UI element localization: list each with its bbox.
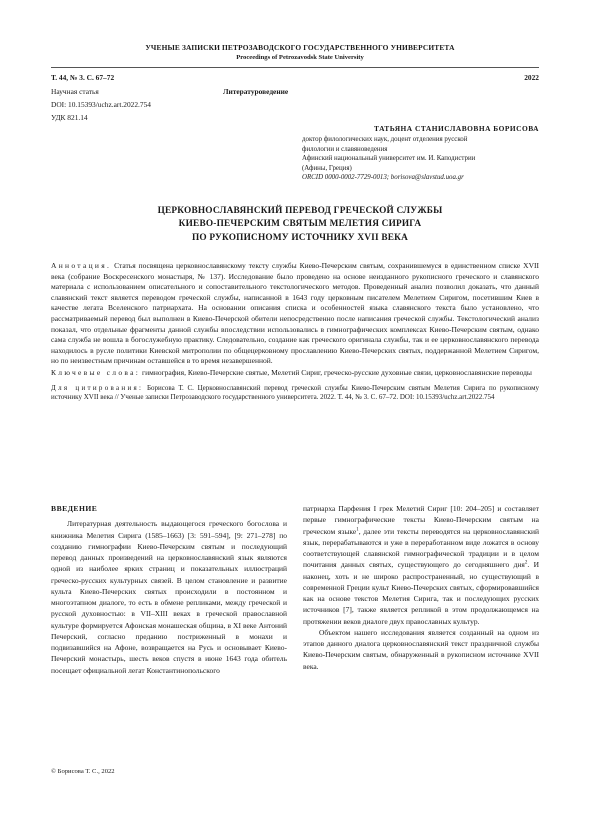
author-affiliation-2: филологии и славяноведения xyxy=(302,145,388,153)
body-paragraph: Литературная деятельность выдающегося греческого богослова и книжника Мелетия Сирига (1585–1663) [3: 591–594], [9: 271–278] по созданию гимнографии Киево-Печерским святым и последующий перевод данных произведений на церковнославянский язык являются одной из наиболее ярких страниц и показательных иллюстраций греческо-русских культурных связей. В целом становление и развитие культа Киево-Печерских святых происходили в постоянном и многоэтапном диалоге, то есть в обмене репликами, между греческой и русской духовностью: в VII–XIII веках в греческой православной культуре формируется Афонская монашеская община, в XI веке Антоний Печерский, согласно преданию постриженный в монахи и подвизавшийся на Афоне, возвращается на Русь и основывает Киево-Печерский монастырь, шесть веков спустя в июне 1643 года обитель посещает официальной легат Константинопольского xyxy=(51,519,287,675)
author-orcid-email[interactable]: ORCID 0000-0002-7729-0013; borisova@slavstud.uoa.gr xyxy=(302,174,464,182)
body-paragraph: Объектом нашего исследования является созданный на одном из этапов данного диалога церковнославянский текст праздничной службы Киево-Печерским святым, обнаруженный в рукописном источнике XVII века. xyxy=(303,627,539,671)
copyright: © Борисова Т. С., 2022 xyxy=(51,768,115,775)
keywords-text: гимнография, Киево-Печерские святые, Мелетий Сириг, греческо-русские духовные связи, церковнославянские переводы xyxy=(142,367,532,377)
publication-year: 2022 xyxy=(524,73,539,82)
abstract-text: Статья посвящена церковнославянскому тексту службы Киево-Печерским святым, сохранившемуся в единственном списке XVII века (собрание Воскресенского монастыря, № 137). Исследование было проведено на основе неизданного рукописного греческого и славянского материала с использованием описательного и сопоставительного текстологического методов. Проведенный анализ позволил доказать, что данный славянский текст является переводом греческой службы, написанной в 1643 году церковным писателем Мелетием Сиригом, посетившим Киев в качестве легата Вселенского патриархата. На основании описания списка и особенностей языка славянского текста было установлено, что рассматриваемый перевод был выполнен в Киево-Печерской обители непосредственно после написания греческой службы. Текстологический анализ показал, что отдельные фрагменты данной службы впоследствии использовались в гимнографических комплексах Киево-Печерским святым, однако сама служба не вошла в богослужебную практику. Следовательно, создание как греческого оригинала службы, так и ее церковнославянского перевода находилось в русле политики Киевской митрополии по общецерковному прославлению Киево-Печерских святых, поддержанной Мелетием Сиригом, но по неизвестным причинам оставшейся в то время незавершенной. xyxy=(51,261,540,366)
citation-label: Для цитирования: xyxy=(51,384,144,393)
author-block xyxy=(299,124,539,182)
title-line-2: КИЕВО-ПЕЧЕРСКИМ СВЯТЫМ МЕЛЕТИЯ СИРИГА xyxy=(178,219,422,230)
citation-text: Борисова Т. С. Церковнославянский перевод греческой службы Киево-Печерским святым Мелетия Сирига по рукописному источнику XVII века // Ученые записки Петрозаводского государственного университета. 2022. Т. 44, № 3. С. 67–72. DOI: 10.15393/uchz.art.2022.754 xyxy=(51,384,540,401)
footnote-ref-2[interactable]: 2 xyxy=(524,560,528,566)
body-paragraph-continued xyxy=(303,503,539,627)
title-line-1: ЦЕРКОВНОСЛАВЯНСКИЙ ПЕРЕВОД ГРЕЧЕСКОЙ СЛУЖБЫ xyxy=(157,206,443,216)
doi[interactable]: DOI: 10.15393/uchz.art.2022.754 xyxy=(51,100,151,109)
keywords-label: Ключевые слова: xyxy=(51,367,141,377)
abstract-label: Аннотация. xyxy=(51,261,112,270)
text-span: , далее эти тексты переводятся на церковнославянский язык, перерабатываются и уже в переработанном виде ложатся в основу соответствующей славянской гимнографической традиции и в целом почитания данных святых, существующего до сегодняшнего дня xyxy=(303,526,539,570)
citation xyxy=(51,384,539,402)
title-line-3: ПО РУКОПИСНОМУ ИСТОЧНИКУ XVII ВЕКА xyxy=(191,232,409,243)
udk-code: УДК 821.14 xyxy=(51,113,88,122)
footnote-ref-1[interactable]: 1 xyxy=(356,527,359,532)
text-span: патриарха Парфения I грек Мелетий Сириг [10: 204–205] и составляет первые гимнографические тексты Киево-Печерским святым на греческом языке xyxy=(303,504,539,536)
journal-section: Литературоведение xyxy=(223,87,289,96)
abstract xyxy=(51,261,539,367)
abstract-block xyxy=(51,261,539,402)
journal-title: УЧЕНЫЕ ЗАПИСКИ ПЕТРОЗАВОДСКОГО ГОСУДАРСТВЕННОГО УНИВЕРСИТЕТА xyxy=(145,43,455,52)
article-type: Научная статья xyxy=(51,87,99,96)
volume-pages: Т. 44, № 3. С. 67–72 xyxy=(51,73,115,82)
author-affiliation-4: (Афины, Греция) xyxy=(302,164,352,172)
author-affiliation-1: доктор филологических наук, доцент отделения русской xyxy=(302,136,468,144)
journal-subtitle: Proceedings of Petrozavodsk State University xyxy=(236,54,364,61)
header-divider xyxy=(51,67,539,68)
body-column-right xyxy=(303,503,539,672)
body-column-left xyxy=(51,503,287,676)
author-affiliation-3: Афинский национальный университет им. И. Каподистрии xyxy=(302,155,476,163)
section-heading-introduction: ВВЕДЕНИЕ xyxy=(51,504,98,513)
author-name: ТАТЬЯНА СТАНИСЛАВОВНА БОРИСОВА xyxy=(374,124,539,133)
text-span: . И наконец, хоть и не широко распространенный, но существующий в современной Греции культ Киево-Печерских святых, сформировавшийся как на основе текстов Мелетия Сирига, так и последующих русских источников [7], также является репликой в этом продолжающемся на протяжении веков диалоге двух православных культур. xyxy=(303,560,540,626)
keywords xyxy=(51,368,539,378)
article-title xyxy=(0,205,600,245)
